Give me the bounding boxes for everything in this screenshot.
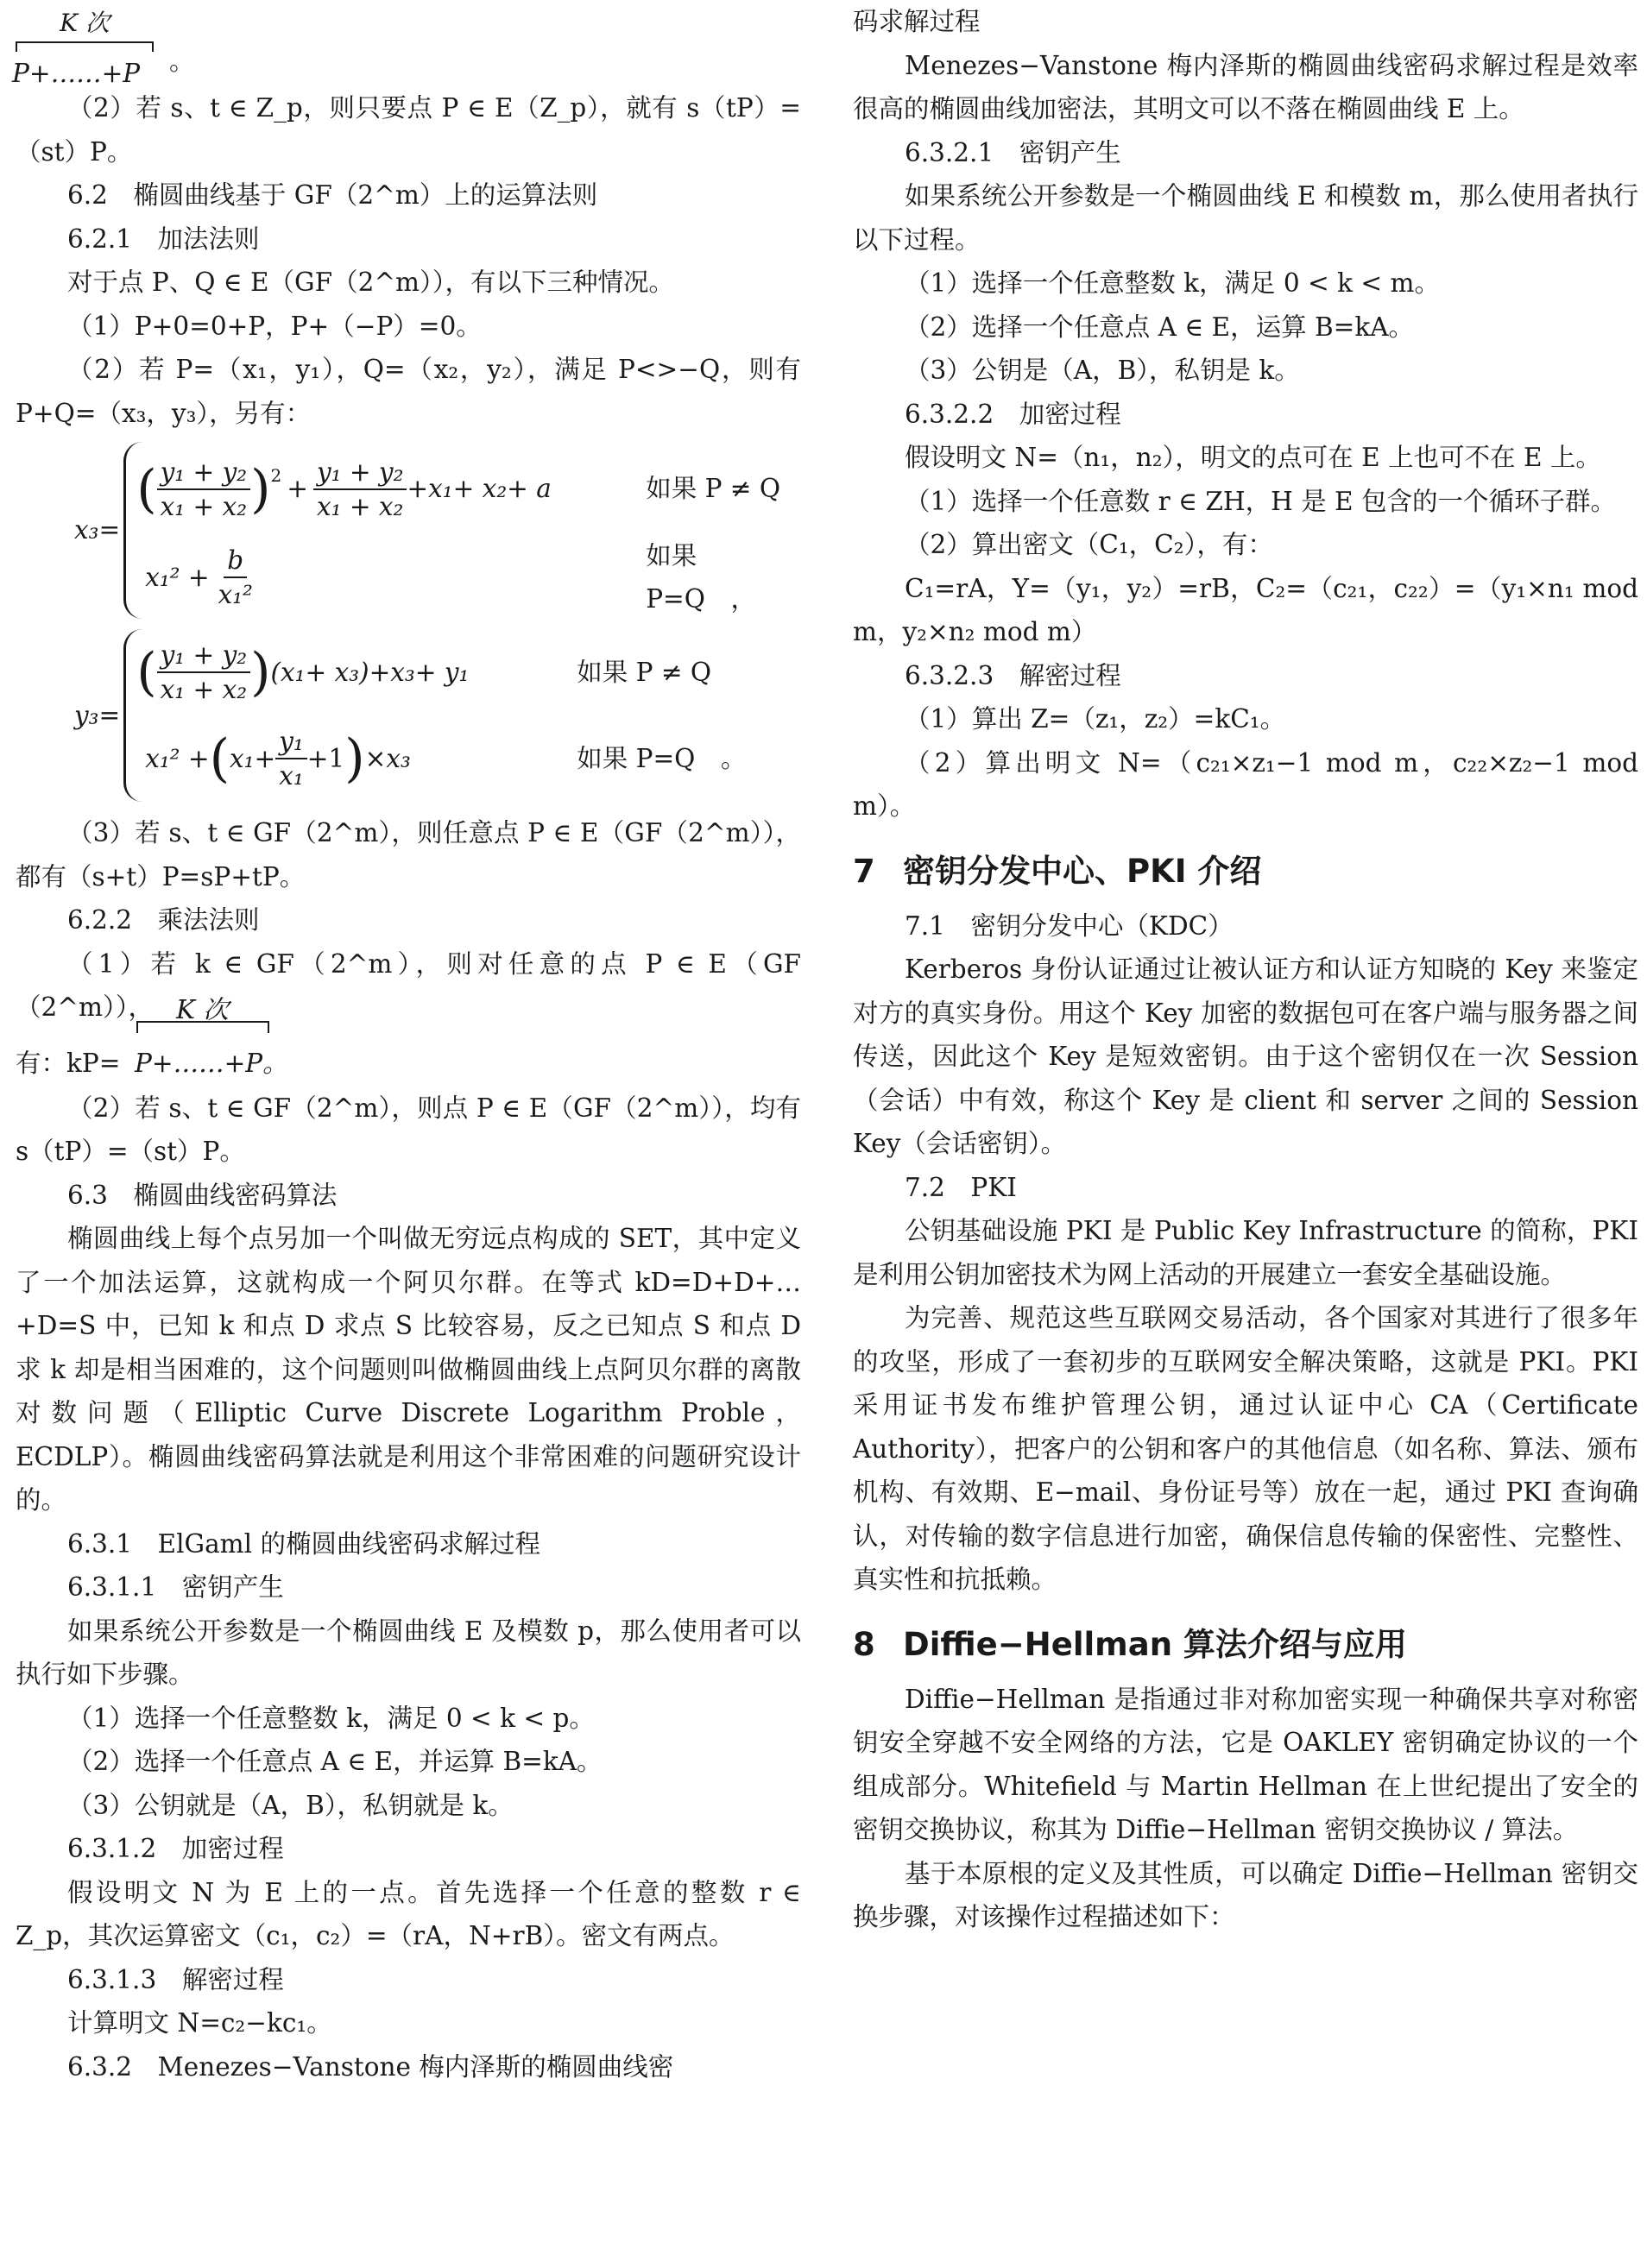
mult-brace-label: K 次: [176, 994, 229, 1024]
section-title: 密钥分发中心、PKI 介绍: [903, 852, 1262, 890]
x3-row2-condition: 如果 P=Q ，: [646, 540, 756, 614]
paragraph: （1）P+0=0+P，P+（−P）=0。: [67, 311, 482, 341]
brace-label: K 次: [60, 9, 110, 37]
x3-row1-tail: +x₁+ x₂+ a: [407, 474, 552, 504]
x3-row1-condition: 如果 P ≠ Q: [646, 474, 781, 504]
heading-6-3-1-2: 6.3.1.2 加密过程: [67, 1834, 284, 1863]
brace-expression: P+……+P: [12, 59, 141, 88]
section-8-heading: [853, 1617, 1638, 1673]
paragraph: C₁=rA，Y=（y₁，y₂）=rB，C₂=（c₂₁，c₂₂）=（y₁×n₁ mod m，y₂×n₂ mod m）: [853, 573, 1638, 646]
paragraph: Kerberos 身份认证通过让被认证方和认证方知晓的 Key 来鉴定对方的真实身份。用这个 Key 加密的数据包可在客户端与服务器之间传送，因此这个 Key 是短效密钥。由于这个密钥仅在一次 Session（会话）中有效，称这个 Key 是 client 和 server 之间的 Session Key（会话密钥）。: [853, 954, 1638, 1158]
paragraph: Menezes−Vanstone 梅内泽斯的椭圆曲线密码求解过程是效率很高的椭圆曲线加密法，其明文可以不落在椭圆曲线 E 上。: [853, 50, 1638, 123]
heading-continuation: 码求解过程: [853, 7, 981, 36]
y3-label: y₃=: [74, 700, 121, 730]
paragraph: 假设明文 N=（n₁，n₂），明文的点可在 E 上也可不在 E 上。: [905, 443, 1601, 472]
paragraph: （3）公钥是（A，B），私钥是 k。: [905, 356, 1300, 385]
left-column: [12, 0, 801, 2088]
paragraph: 计算明文 N=c₂−kc₁。: [67, 2008, 332, 2038]
y3-equation: y₃= ( $\frac{\text{y₁ + y₂}}{\text{x₁ + x₂}}$ ) (x₁+ x₃)+x₃+ y₁ 如果 P ≠ Q x₁² + ( x₁+ $\frac{\text{y₁}}{\text{x₁}}$ +1 ) ×x₃ 如果 P=Q 。: [74, 625, 801, 806]
heading-6-2-1: 6.2.1 加法法则: [67, 224, 260, 254]
paragraph: 基于本原根的定义及其性质，可以确定 Diffie−Hellman 密钥交换步骤，对该操作过程描述如下：: [853, 1858, 1638, 1931]
y3-row1-tail: (x₁+ x₃)+x₃+ y₁: [270, 657, 470, 687]
heading-6-3-2-3: 6.3.2.3 解密过程: [905, 660, 1121, 690]
paragraph: （1）选择一个任意整数 k，满足 0 < k < m。: [905, 268, 1440, 298]
heading-6-2: 6.2 椭圆曲线基于 GF（2^m）上的运算法则: [67, 180, 598, 210]
paragraph: 椭圆曲线上每个点另加一个叫做无穷远点构成的 SET，其中定义了一个加法运算，这就构成一个阿贝尔群。在等式 kD=D+D+…+D=S 中，已知 k 和点 D 求点 S 比较容易，反之已知点 S 和点 D 求 k 却是相当困难的，这个问题则叫做椭圆曲线上点阿贝尔群的离散对数问题（Elliptic Curve Discrete Logarithm Proble，ECDLP）。椭圆曲线密码算法就是利用这个非常困难的问题研究设计的。: [16, 1224, 801, 1515]
paragraph: （1）选择一个任意整数 k，满足 0 < k < p。: [67, 1703, 595, 1733]
paragraph: （3）公钥就是（A，B），私钥就是 k。: [67, 1790, 514, 1820]
paragraph: （1）选择一个任意数 r ∈ ZH，H 是 E 包含的一个循环子群。: [905, 486, 1616, 516]
heading-6-3: 6.3 椭圆曲线密码算法: [67, 1180, 338, 1210]
heading-6-3-2: 6.3.2 Menezes−Vanstone 梅内泽斯的椭圆曲线密: [67, 2051, 674, 2082]
paragraph: 公钥基础设施 PKI 是 Public Key Infrastructure 的简称，PKI 是利用公钥加密技术为网上活动的开展建立一套安全基础设施。: [853, 1216, 1638, 1289]
heading-6-3-1-3: 6.3.1.3 解密过程: [67, 1964, 284, 1994]
mult-prefix: 有：kP=: [16, 1048, 121, 1078]
section-number: 7: [853, 852, 875, 890]
heading-7-1: 7.1 密钥分发中心（KDC）: [905, 910, 1234, 941]
paragraph: （1）算出 Z=（z₁，z₂）=kC₁。: [905, 704, 1286, 734]
right-column: [853, 0, 1638, 1939]
x3-equation: x₃= ( $\frac{\text{y₁ + y₂}}{\text{x₁ + x₂}}$ ) $^2$ + $\frac{\text{y₁ + y₂}}{\text{x₁ + x₂}}$ +x₁+ x₂+ a 如果 P ≠ Q x₁² + $\frac{b}{\text{x₁²}}$ 如果 P=Q ，: [74, 435, 801, 625]
heading-6-3-2-1: 6.3.2.1 密钥产生: [905, 137, 1121, 167]
mult-brace-expression: [16, 994, 801, 1087]
paragraph: 对于点 P、Q ∈ E（GF（2^m）），有以下三种情况。: [67, 268, 675, 297]
heading-6-2-2: 6.2.2 乘法法则: [67, 905, 260, 935]
x3-label: x₃=: [74, 514, 121, 545]
section-7-heading: [853, 844, 1638, 899]
paragraph: （2）若 s、t ∈ Z_p，则只要点 P ∈ E（Z_p），就有 s（tP）=（st）P。: [16, 93, 801, 167]
section-title: Diffie−Hellman 算法介绍与应用: [903, 1625, 1407, 1663]
y3-row1-condition: 如果 P ≠ Q: [577, 657, 712, 687]
paragraph: 如果系统公开参数是一个椭圆曲线 E 和模数 m，那么使用者执行以下过程。: [853, 181, 1638, 255]
paragraph: 如果系统公开参数是一个椭圆曲线 E 及模数 p，那么使用者可以执行如下步骤。: [16, 1616, 801, 1689]
paragraph: （1）若 k ∈ GF（2^m），则对任意的点 P ∈ E（GF（2^m）），: [16, 948, 801, 1022]
paragraph: 假设明文 N 为 E 上的一点。首先选择一个任意的整数 r ∈ Z_p，其次运算密文（c₁，c₂）=（rA，N+rB）。密文有两点。: [16, 1877, 801, 1950]
paragraph: （2）若 P=（x₁，y₁），Q=（x₂，y₂），满足 P<>−Q，则有 P+Q=（x₃，y₃），另有：: [16, 355, 801, 428]
paragraph: Diffie−Hellman 是指通过非对称加密实现一种确保共享对称密钥安全穿越不安全网络的方法，它是 OAKLEY 密钥确定协议的一个组成部分。Whitefield 与 Martin Hellman 在上世纪提出了安全的密钥交换协议，称其为 Diffie−Hellman 密钥交换协议 / 算法。: [853, 1684, 1638, 1844]
heading-6-3-1-1: 6.3.1.1 密钥产生: [67, 1572, 284, 1602]
mult-expression: P+……+P。: [135, 1048, 288, 1078]
paragraph: （2）算出密文（C₁，C₂），有：: [905, 530, 1273, 559]
paragraph: （2）选择一个任意点 A ∈ E，运算 B=kA。: [905, 312, 1415, 342]
paragraph: （2）若 s、t ∈ GF（2^m），则点 P ∈ E（GF（2^m）），均有 s（tP）=（st）P。: [16, 1093, 801, 1166]
brace-tail: 。: [169, 47, 195, 76]
paragraph: （2）选择一个任意点 A ∈ E，并运算 B=kA。: [67, 1747, 603, 1776]
heading-7-2: 7.2 PKI: [905, 1172, 1017, 1202]
paragraph: 为完善、规范这些互联网交易活动，各个国家对其进行了很多年的攻坚，形成了一套初步的互联网安全解决策略，这就是 PKI。PKI 采用证书发布维护管理公钥，通过认证中心 CA（Certificate Authority），把客户的公钥和客户的其他信息（如名称、算法、颁布机构、有效期、E−mail、身份证号等）放在一起，通过 PKI 查询确认，对传输的数字信息进行加密，确保信息传输的保密性、完整性、真实性和抗抵赖。: [853, 1303, 1638, 1594]
paragraph: （3）若 s、t ∈ GF（2^m），则任意点 P ∈ E（GF（2^m）），都有（s+t）P=sP+tP。: [16, 818, 801, 891]
top-brace-expression: [12, 0, 801, 88]
heading-6-3-2-2: 6.3.2.2 加密过程: [905, 399, 1121, 429]
heading-6-3-1: 6.3.1 ElGaml 的椭圆曲线密码求解过程: [67, 1528, 540, 1559]
y3-row2-condition: 如果 P=Q 。: [577, 743, 747, 773]
section-number: 8: [853, 1625, 875, 1663]
paragraph: （2）算出明文 N=（c₂₁×z₁−1 mod m，c₂₂×z₂−1 mod m）。: [853, 747, 1638, 821]
